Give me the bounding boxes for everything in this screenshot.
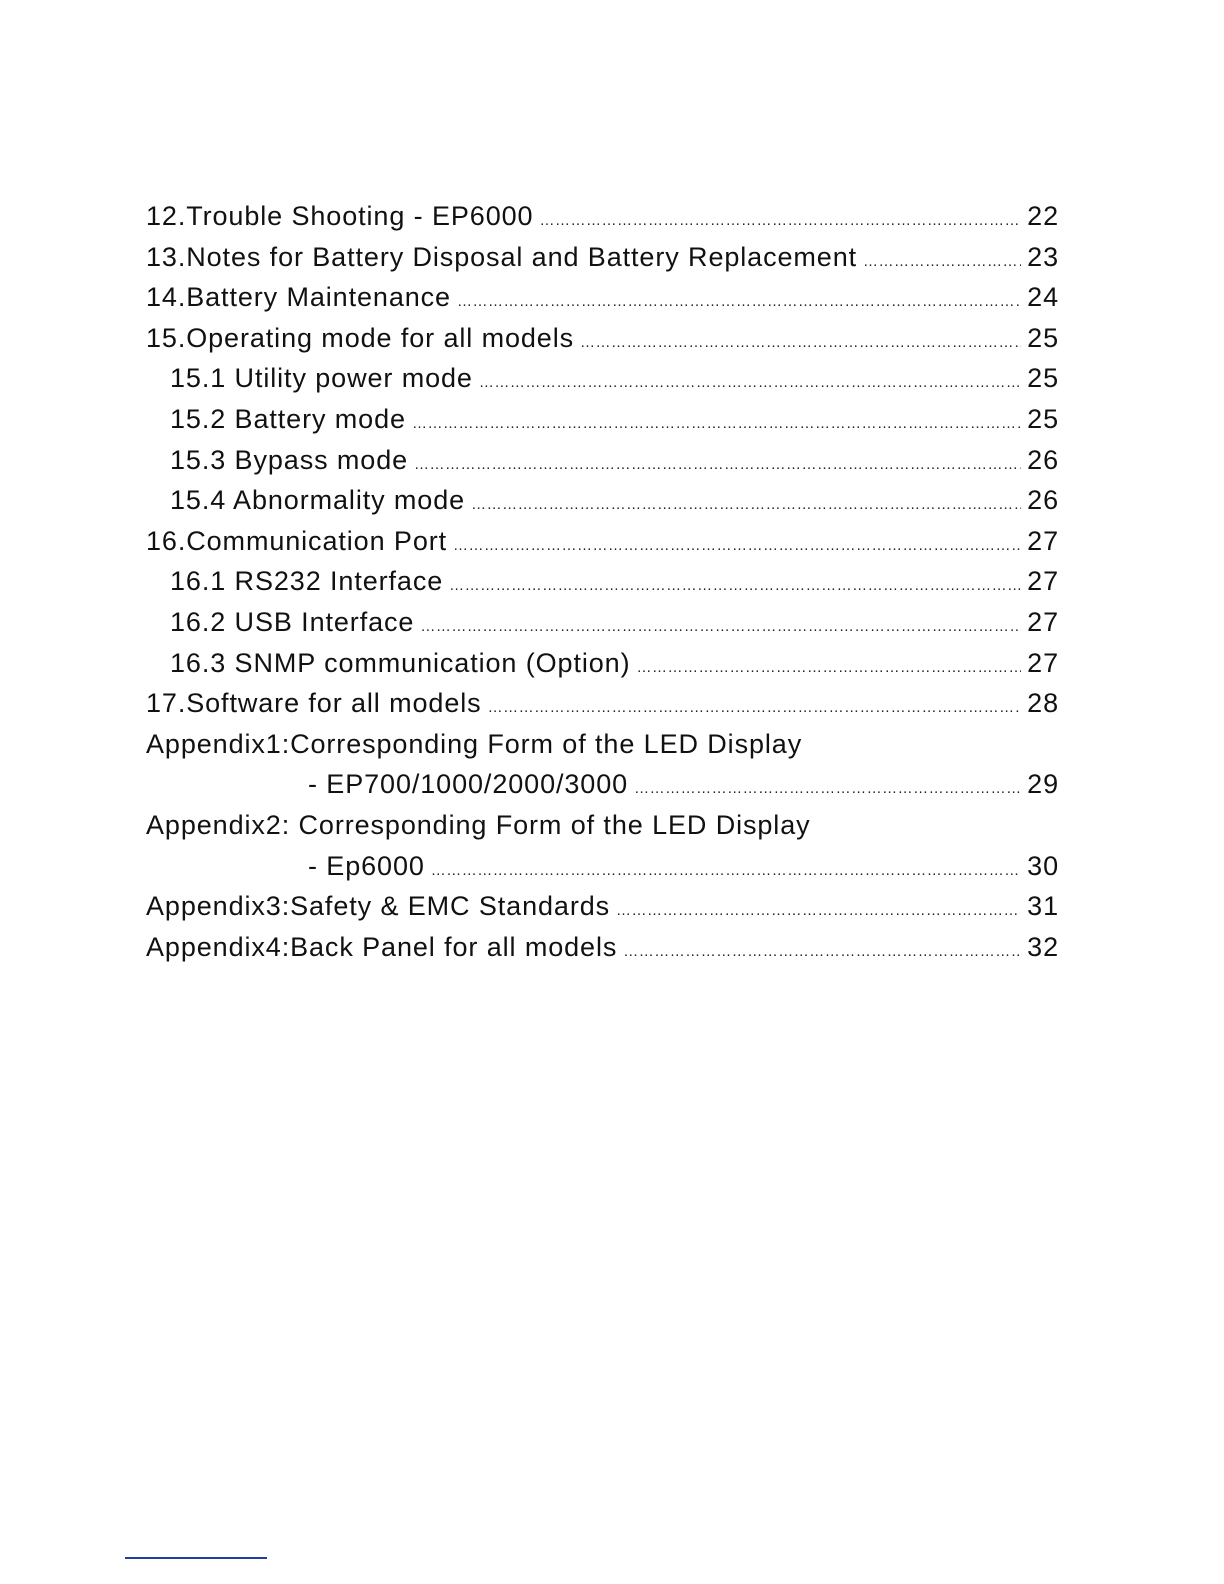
toc-entry-label: 17.Software for all models [146, 688, 482, 719]
toc-entry-page: 23 [1027, 241, 1059, 272]
toc-entry-page: 29 [1027, 769, 1059, 800]
toc-entry-16[interactable] [146, 521, 1059, 562]
table-of-contents [146, 196, 1059, 967]
toc-entry-label: 12.Trouble Shooting - EP6000 [146, 201, 534, 231]
toc-entry-appendix3[interactable] [146, 886, 1059, 927]
footer-rule [125, 1557, 267, 1559]
toc-entry-16-3[interactable] [146, 643, 1059, 684]
toc-entry-label: 13.Notes for Battery Disposal and Battery Replacement [146, 241, 858, 272]
toc-entry-label: 15.2 Battery mode [170, 403, 406, 434]
toc-entry-label: 14.Battery Maintenance [146, 282, 451, 313]
toc-entry-page: 27 [1027, 647, 1059, 678]
toc-entry-page: 26 [1027, 485, 1059, 516]
toc-entry-label: 16.1 RS232 Interface [170, 566, 444, 597]
toc-entry-label: Appendix3:Safety & EMC Standards [146, 891, 611, 922]
toc-entry-label: 15.Operating mode for all models [146, 322, 575, 353]
toc-entry-15-1[interactable] [146, 358, 1059, 399]
toc-entry-appendix2[interactable] [146, 805, 1059, 846]
toc-entry-15-3[interactable] [146, 440, 1059, 481]
toc-entry-label: 16.3 SNMP communication (Option) [170, 647, 631, 678]
toc-entry-label: - Ep6000 [308, 850, 425, 881]
toc-entry-page: 26 [1027, 444, 1059, 475]
toc-entry-12[interactable] [146, 196, 1059, 237]
dot-leader [539, 201, 1021, 242]
toc-entry-label: 15.4 Abnormality mode [170, 485, 466, 516]
toc-entry-page: 32 [1027, 931, 1059, 962]
dot-leader [457, 282, 1021, 323]
toc-entry-label: Appendix2: Corresponding Form of the LED Display [146, 809, 811, 840]
dot-leader [616, 891, 1021, 932]
toc-entry-appendix1[interactable] [146, 724, 1059, 765]
toc-entry-label: - EP700/1000/2000/3000 [308, 769, 629, 800]
toc-entry-appendix1-cont[interactable] [146, 764, 1059, 805]
dot-leader [636, 648, 1021, 689]
toc-entry-label: 16.Communication Port [146, 525, 448, 556]
toc-entry-page: 25 [1027, 322, 1059, 353]
toc-entry-17[interactable] [146, 683, 1059, 724]
toc-entry-14[interactable] [146, 277, 1059, 318]
toc-entry-label: 16.2 USB Interface [170, 606, 415, 637]
dot-leader [580, 323, 1021, 364]
toc-entry-page: 27 [1027, 525, 1059, 556]
toc-entry-page: 22 [1027, 201, 1059, 231]
toc-entry-page: 27 [1027, 566, 1059, 597]
toc-entry-15-2[interactable] [146, 399, 1059, 440]
dot-leader [634, 769, 1021, 810]
dot-leader [471, 485, 1021, 526]
dot-leader [431, 851, 1021, 892]
toc-entry-page: 25 [1027, 363, 1059, 394]
dot-leader [453, 526, 1021, 567]
toc-entry-13[interactable] [146, 237, 1059, 278]
dot-leader [479, 363, 1021, 404]
dot-leader [414, 445, 1021, 486]
toc-entry-page: 28 [1027, 688, 1059, 719]
toc-entry-label: Appendix1:Corresponding Form of the LED Display [146, 728, 803, 759]
dot-leader [449, 566, 1021, 607]
toc-entry-page: 27 [1027, 606, 1059, 637]
toc-entry-page: 25 [1027, 403, 1059, 434]
dot-leader [863, 242, 1021, 283]
toc-entry-15-4[interactable] [146, 480, 1059, 521]
toc-entry-appendix2-cont[interactable] [146, 846, 1059, 887]
toc-entry-appendix4[interactable] [146, 927, 1059, 968]
toc-entry-page: 30 [1027, 850, 1059, 881]
toc-entry-label: Appendix4:Back Panel for all models [146, 931, 618, 962]
toc-entry-15[interactable] [146, 318, 1059, 359]
dot-leader [623, 932, 1021, 973]
dot-leader [488, 688, 1021, 729]
toc-entry-label: 15.1 Utility power mode [170, 363, 473, 394]
toc-entry-label: 15.3 Bypass mode [170, 444, 409, 475]
toc-entry-16-1[interactable] [146, 561, 1059, 602]
toc-entry-page: 31 [1027, 891, 1059, 922]
dot-leader [412, 404, 1021, 445]
toc-entry-page: 24 [1027, 282, 1059, 313]
dot-leader [420, 607, 1021, 648]
toc-entry-16-2[interactable] [146, 602, 1059, 643]
